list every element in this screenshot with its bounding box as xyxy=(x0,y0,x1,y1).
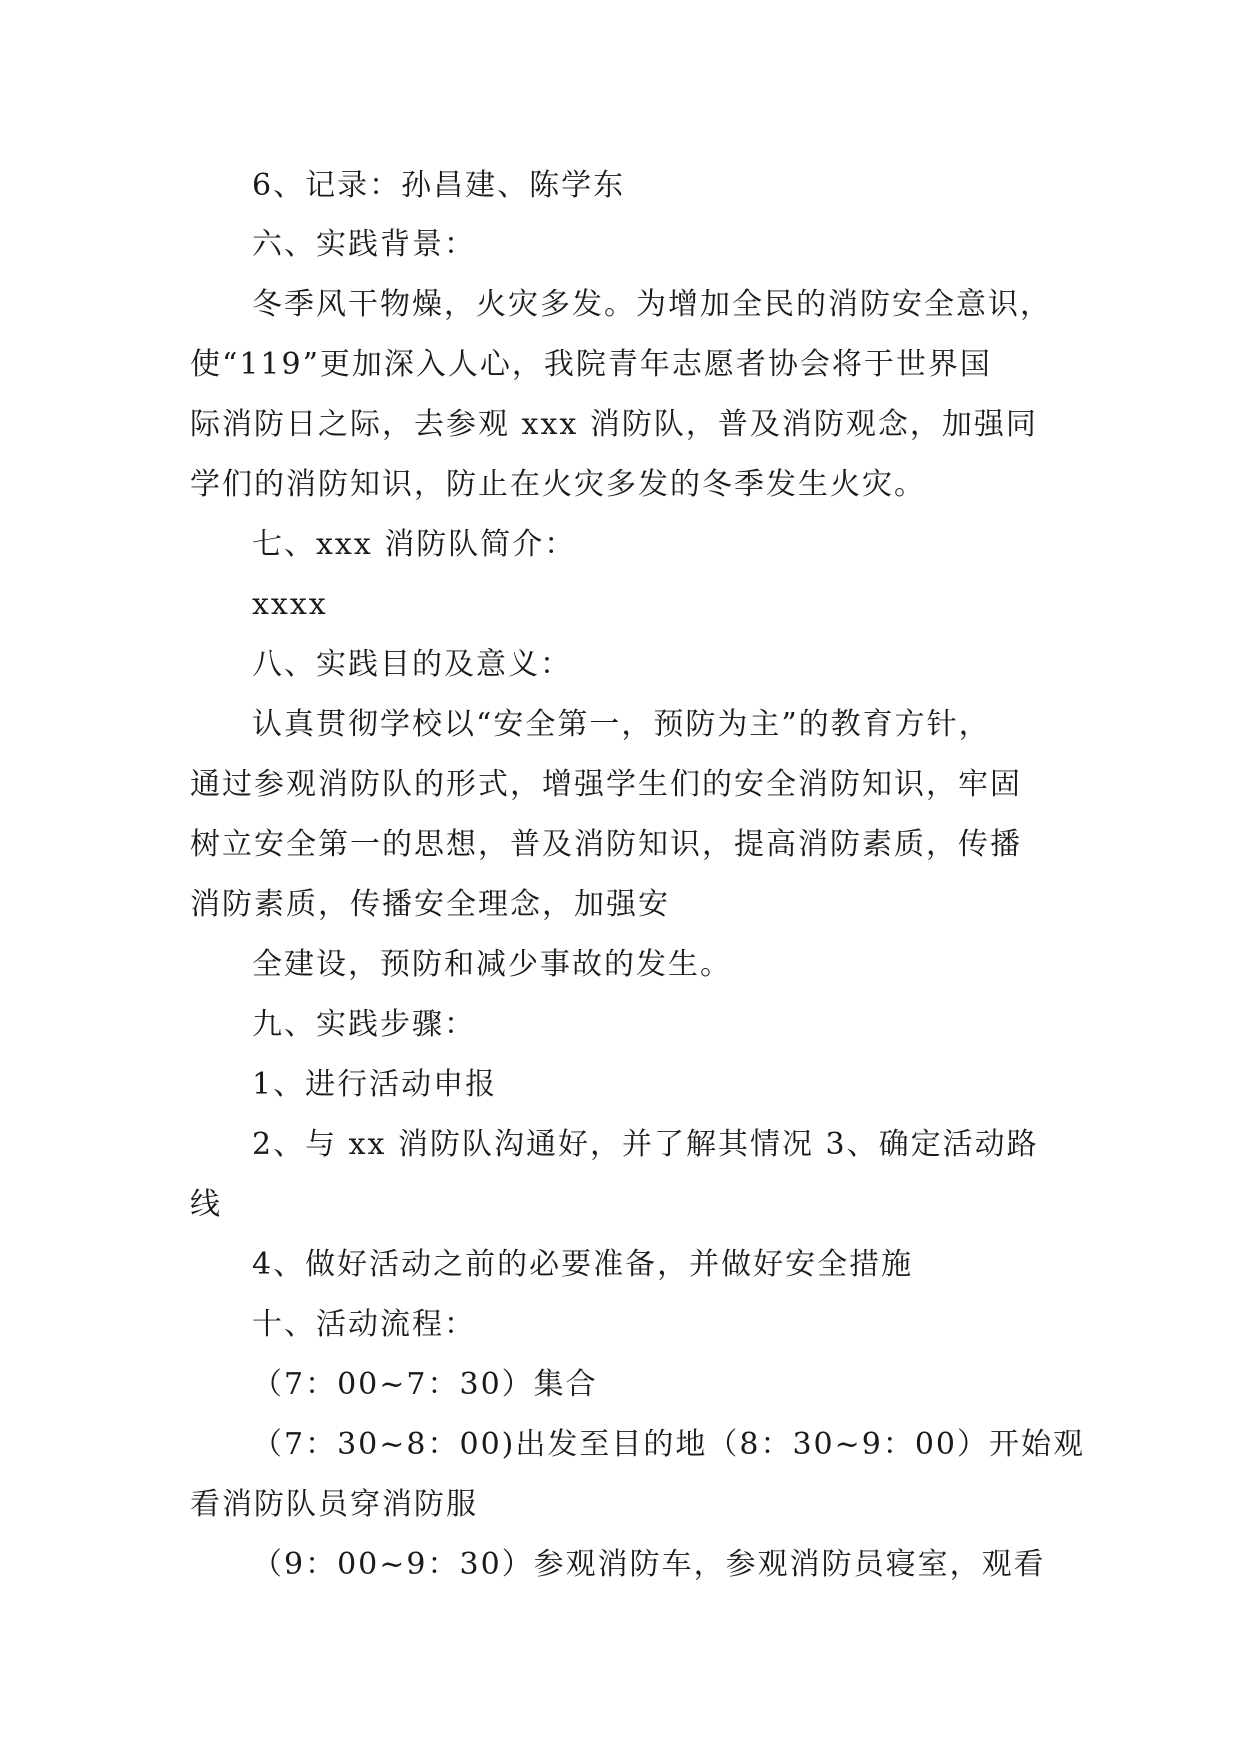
section-heading-background: 六、实践背景： xyxy=(252,227,476,262)
paragraph-line: 际消防日之际，去参观 xxx 消防队，普及消防观念，加强同 xyxy=(190,407,1038,442)
schedule-item: （9：00~9：30）参观消防车，参观消防员寝室，观看 xyxy=(252,1547,1046,1582)
placeholder-text: xxxx xyxy=(252,587,328,622)
step-item-continuation: 线 xyxy=(190,1187,222,1222)
schedule-item-continuation: 看消防队员穿消防服 xyxy=(190,1487,478,1522)
paragraph-line: 全建设，预防和减少事故的发生。 xyxy=(252,947,732,982)
section-heading-intro: 七、xxx 消防队简介： xyxy=(252,527,577,562)
paragraph-line: 冬季风干物燥，火灾多发。为增加全民的消防安全意识， xyxy=(252,287,1052,322)
paragraph-line: 消防素质，传播安全理念，加强安 xyxy=(190,887,670,922)
section-heading-steps: 九、实践步骤： xyxy=(252,1007,476,1042)
step-item: 1、进行活动申报 xyxy=(252,1067,498,1102)
paragraph-line: 使“119”更加深入人心，我院青年志愿者协会将于世界国 xyxy=(190,347,992,382)
step-item: 2、与 xx 消防队沟通好，并了解其情况 3、确定活动路 xyxy=(252,1127,1039,1162)
paragraph-line: 通过参观消防队的形式，增强学生们的安全消防知识，牢固 xyxy=(190,767,1022,802)
paragraph-line: 认真贯彻学校以“安全第一，预防为主”的教育方针， xyxy=(252,707,991,742)
schedule-item: （7：00~7：30）集合 xyxy=(252,1367,598,1402)
record-line: 6、记录：孙昌建、陈学东 xyxy=(252,168,626,203)
schedule-item: （7：30~8：00)出发至目的地（8：30~9：00）开始观 xyxy=(252,1427,1086,1462)
step-item: 4、做好活动之前的必要准备，并做好安全措施 xyxy=(252,1247,914,1282)
paragraph-line: 树立安全第一的思想，普及消防知识，提高消防素质，传播 xyxy=(190,827,1022,862)
section-heading-purpose: 八、实践目的及意义： xyxy=(252,647,572,682)
section-heading-process: 十、活动流程： xyxy=(252,1307,476,1342)
paragraph-line: 学们的消防知识，防止在火灾多发的冬季发生火灾。 xyxy=(190,467,926,502)
